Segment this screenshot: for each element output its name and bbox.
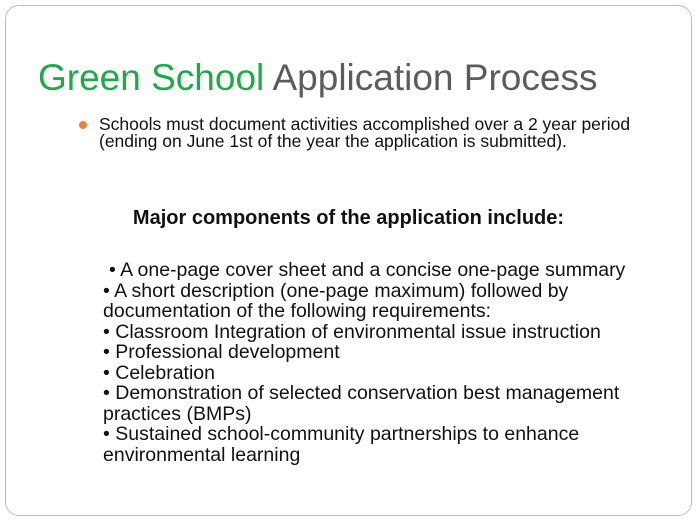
title-green-part: Green School	[38, 57, 265, 98]
slide-title	[38, 58, 597, 99]
component-item-celebration: • Celebration	[103, 361, 215, 384]
component-item-cover-sheet: • A one-page cover sheet and a concise one-page summary	[109, 259, 626, 281]
bullet-dot-icon	[79, 121, 87, 129]
slide	[5, 5, 692, 516]
component-item-short-description: • A short description (one-page maximum) followed by documentation of the following requirements:	[103, 279, 569, 322]
intro-list	[72, 116, 662, 150]
component-item-conservation-bmps: • Demonstration of selected conservation best management practices (BMPs)	[103, 382, 620, 425]
components-list	[103, 260, 673, 465]
component-item-partnerships: • Sustained school-community partnerships to enhance environmental learning	[103, 423, 580, 466]
intro-text: Schools must document activities accomplished over a 2 year period (ending on June 1st of the year the application is submitted).	[99, 114, 631, 151]
component-item-classroom-integration: • Classroom Integration of environmental issue instruction	[103, 320, 601, 343]
components-heading: Major components of the application include:	[132, 207, 565, 229]
title-gray-part: Application Process	[272, 57, 598, 98]
intro-item	[72, 116, 662, 150]
component-item-professional-development: • Professional development	[103, 341, 340, 363]
